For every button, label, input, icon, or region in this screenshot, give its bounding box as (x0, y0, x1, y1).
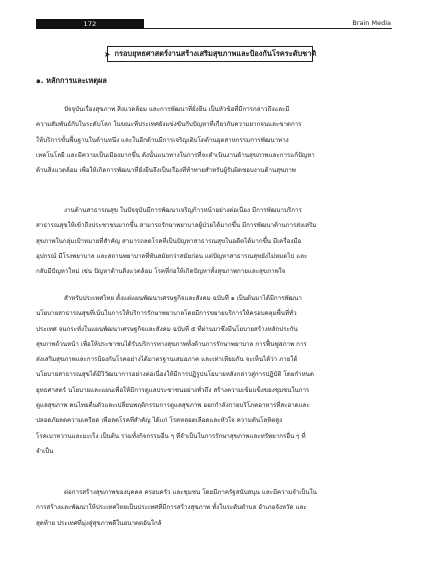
text-line: งานด้านสาธารณสุข ในปัจจุบันมีการพัฒนาเจริญก้าวหน้าอย่างต่อเนื่อง มีการพัฒนาบริการ (64, 207, 302, 214)
text-line: อุปกรณ์ มีโรงพยาบาล และสถานพยาบาลที่ทันสมัยกว่าสมัยก่อน แต่ปัญหาสาธารณสุขยังไม่หมดไป และ (36, 252, 308, 260)
text-line: สุดท้าย ประเทศที่มุ่งสู่สุขภาพดีในอนาคตอันใกล้ (36, 519, 162, 527)
text-line: กลับมีปัญหาใหม่ เช่น ปัญหาด้านสิ่งแวดล้อม โรคที่ก่อให้เกิดปัญหาทั้งสุขภาพกายและสุขภาพใจ (36, 268, 286, 276)
section-heading: ๑. หลักการและเหตุผล (36, 76, 107, 85)
page-number: 172 (36, 19, 144, 29)
chapter-title: กรอบยุทธศาสตร์งานสร้างเสริมสุขภาพและป้องกันโรคระดับชาติ (114, 49, 317, 58)
paragraph-3 (36, 291, 392, 459)
text-line: ยุทธศาสตร์ นโยบายและแผนเพื่อให้มีการดูแลประชาชนอย่างทั่วถึง สร้างความเข้มแข็งของชุมชนในการ (36, 386, 310, 394)
text-line: ดูแลสุขภาพ คนไทยตื่นตัวและเปลี่ยนพฤติกรรมการดูแลสุขภาพ ออกกำลังกายบริโภคอาหารที่สะอาดและ (36, 402, 310, 410)
text-line: ประเทศ จนกระทั่งในแผนพัฒนาเศรษฐกิจและสังคม ฉบับที่ ๕ ที่ผ่านมาซึ่งมีนโยบายสร้างหลักประกัน (36, 325, 298, 333)
text-line: ให้บริการขั้นพื้นฐานในด้านหนึ่ง และในอีกด้านมีการเจริญเติบโตด้านอุตสาหกรรมการพัฒนาทาง (36, 136, 289, 144)
paragraph-4 (36, 485, 392, 531)
paragraph-1 (36, 102, 392, 178)
text-line: นโยบายสาธารณสุขที่เน้นในการให้บริการรักษาพยาบาลโดยมีการขยายบริการให้ครอบคลุมพื้นที่ทั่ว (36, 310, 297, 318)
text-line: ส่งเสริมสุขภาพและการป้องกันโรคอย่างได้มาตรฐานเสมอภาค และเท่าเทียมกัน จะเห็นได้ว่า ภายใต้ (36, 356, 298, 364)
text-line: ปลอดภัยลดความเครียด เพื่อลดโรคที่สำคัญ ได้แก่ โรคหลอดเลือดและหัวใจ ความดันโลหิตสูง (36, 417, 283, 425)
paragraph-2 (36, 203, 392, 279)
text-line: สุขภาพในกลุ่มเป้าหมายที่สำคัญ สามารถลดโรคที่เป็นปัญหาสาธารณสุขในอดีตได้มากขึ้น มีเครื่องมือ (36, 237, 302, 245)
text-line: สุขภาพถ้วนหน้า เพื่อให้ประชาชนได้รับบริการทางสุขภาพทั้งด้านการรักษาพยาบาล การฟื้นฟูสภาพ การ (36, 340, 307, 348)
text-line: ความสัมพันธ์กับในระดับโลก ในขณะที่ประเทศยังแข่งขันกับปัญหาที่เกี่ยวกับความยากจนและขาดการ (36, 121, 302, 129)
publisher-brand: Brain Media (352, 19, 391, 27)
text-line: ปัจจุบันเรื่องสุขภาพ สิ่งแวดล้อม และการพัฒนาที่ยั่งยืน เป็นหัวข้อที่มีการกล่าวถึงและมี (64, 106, 290, 113)
text-line: สำหรับประเทศไทย ตั้งแต่แผนพัฒนาเศรษฐกิจและสังคม ฉบับที่ ๑ เป็นต้นมาได้มีการพัฒนา (64, 295, 302, 302)
chapter-title-box (103, 46, 317, 62)
arrow-right-icon: ➤ (103, 49, 111, 59)
text-line: ต่อการสร้างสุขภาพของบุคคล ครอบครัว และชุมชน โดยมีภาครัฐสนับสนุน และมีความจำเป็นใน (64, 489, 317, 496)
text-line: นโยบายสาธารณสุขได้มีวิวัฒนาการอย่างต่อเนื่องให้มีการปฏิรูปนโยบายหลังกล่าวสู่การปฏิบัติ โดยกำหนด (36, 371, 314, 379)
text-line: จำเป็น (36, 447, 54, 455)
text-line: การสร้างและพัฒนาให้ประเทศไทยเป็นประเทศที่มีการสร้างสุขภาพ ทั้งในระดับตำบล อำเภอจังหวัด และ (36, 504, 307, 512)
text-line: โรคเบาหวานและมะเร็ง เป็นต้น รวมทั้งกิจกรรมอื่น ๆ ที่จำเป็นในการรักษาสุขภาพและทรัพยากรอื่น ๆ ที่ (36, 432, 306, 440)
text-line: เทคโนโลยี และมีความเป็นเมืองมากขึ้น ดังนั้นแนวทางในการที่จะดำเนินงานด้านสุขภาพและการแก้ปัญหา (36, 151, 315, 159)
text-line: สาธารณสุขให้เข้าถึงประชาชนมากขึ้น สามารถรักษาพยาบาลผู้ป่วยได้มากขึ้น มีการพัฒนาด้านการส่งเสริม (36, 222, 317, 230)
text-line: ด้านสิ่งแวดล้อม เพื่อให้เกิดการพัฒนาที่ยั่งยืนจึงเป็นเรื่องที่ท้าทายสำหรับผู้รับผิดชอบงานด้านสุขภาพ (36, 167, 296, 175)
